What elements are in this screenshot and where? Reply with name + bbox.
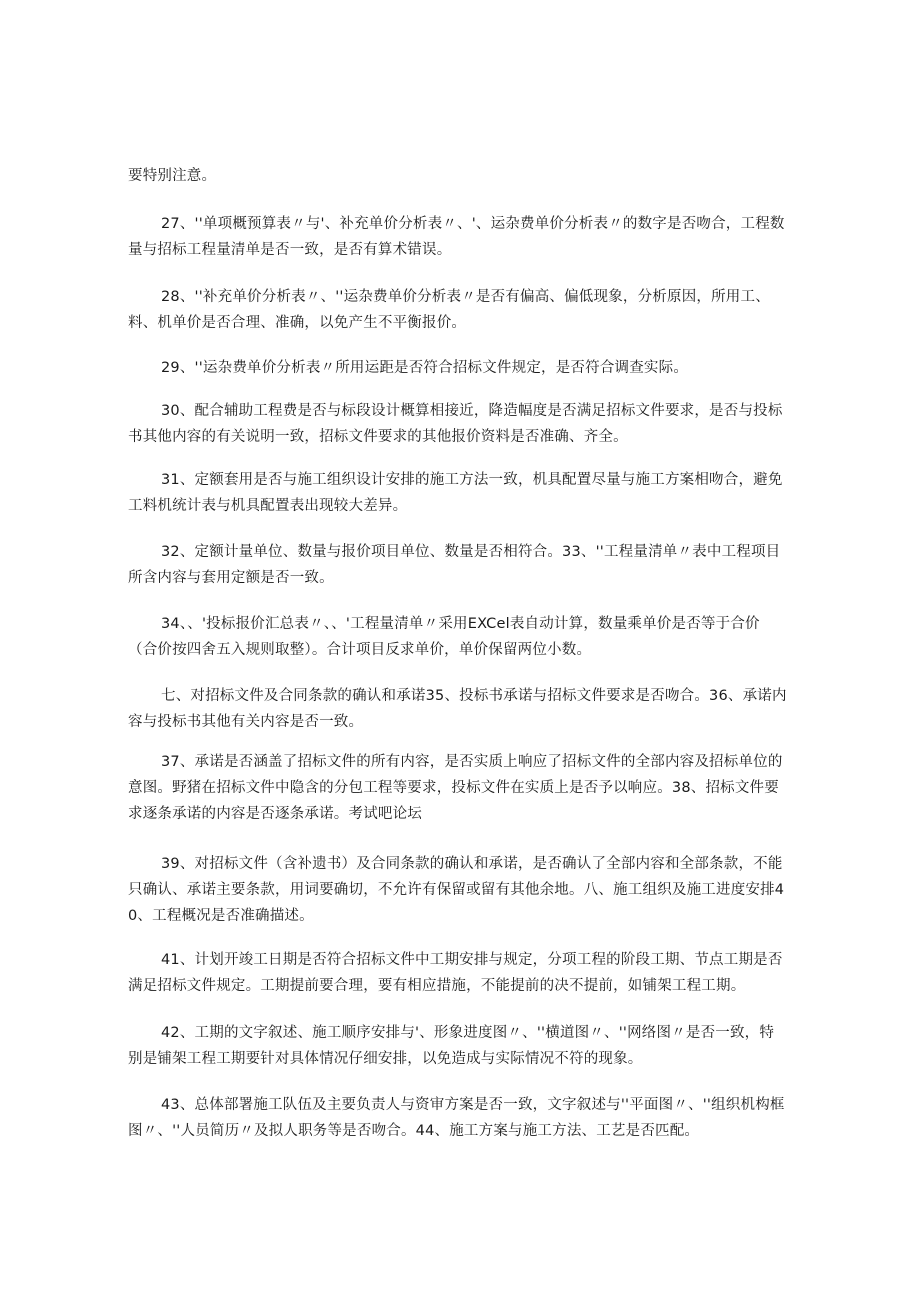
paragraph-37-38: 37、承诺是否涵盖了招标文件的所有内容，是否实质上响应了招标文件的全部内容及招标单位的意图。野猪在招标文件中隐含的分包工程等要求，投标文件在实质上是否予以响应。38、招标文件要求逐条承诺的内容是否逐条承诺。考试吧论坛 bbox=[128, 754, 783, 822]
paragraph-41: 41、计划开竣工日期是否符合招标文件中工期安排与规定，分项工程的阶段工期、节点工期是否满足招标文件规定。工期提前要合理，要有相应措施，不能提前的决不提前，如铺架工程工期。 bbox=[128, 952, 783, 994]
paragraph-42: 42、工期的文字叙述、施工顺序安排与'、形象进度图〃、''横道图〃、''网络图〃是否一致，特别是铺架工程工期要针对具体情况仔细安排，以免造成与实际情况不符的现象。 bbox=[128, 1025, 775, 1067]
paragraph-32-33: 32、定额计量单位、数量与报价项目单位、数量是否相符合。33、''工程量清单〃表中工程项目所含内容与套用定额是否一致。 bbox=[128, 544, 781, 586]
paragraph-27: 27、''单项概预算表〃与'、补充单价分析表〃、'、运杂费单价分析表〃的数字是否吻合，工程数量与招标工程量清单是否一致，是否有算术错误。 bbox=[128, 216, 785, 258]
paragraph-34: 34、、'投标报价汇总表〃、、'工程量清单〃采用EXCel表自动计算，数量乘单价是否等于合价（合价按四舍五入规则取整）。合计项目反求单价，单价保留两位小数。 bbox=[128, 616, 760, 658]
paragraph-39-40: 39、对招标文件（含补遗书）及合同条款的确认和承诺，是否确认了全部内容和全部条款，不能只确认、承诺主要条款，用词要确切，不允许有保留或留有其他余地。八、施工组织及施工进度安排40、工程概况是否准确描述。 bbox=[128, 856, 785, 924]
paragraph-30: 30、配合辅助工程费是否与标段设计概算相接近，降造幅度是否满足招标文件要求，是否与投标书其他内容的有关说明一致，招标文件要求的其他报价资料是否准确、齐全。 bbox=[128, 403, 783, 445]
paragraph-28: 28、''补充单价分析表〃、''运杂费单价分析表〃是否有偏高、偏低现象，分析原因，所用工、料、机单价是否合理、准确，以免产生不平衡报价。 bbox=[128, 289, 770, 331]
paragraph-29: 29、''运杂费单价分析表〃所用运距是否符合招标文件规定，是否符合调查实际。 bbox=[161, 360, 689, 376]
paragraph-31: 31、定额套用是否与施工组织设计安排的施工方法一致，机具配置尽量与施工方案相吻合，避免工料机统计表与机具配置表出现较大差异。 bbox=[128, 472, 783, 514]
paragraph-0: 要特别注意。 bbox=[128, 168, 217, 184]
paragraph-43-44: 43、总体部署施工队伍及主要负责人与资审方案是否一致，文字叙述与''平面图〃、''组织机构框图〃、''人员简历〃及拟人职务等是否吻合。44、施工方案与施工方法、工艺是否匹配。 bbox=[128, 1097, 785, 1139]
paragraph-section-7: 七、对招标文件及合同条款的确认和承诺35、投标书承诺与招标文件要求是否吻合。36、承诺内容与投标书其他有关内容是否一致。 bbox=[128, 688, 787, 730]
